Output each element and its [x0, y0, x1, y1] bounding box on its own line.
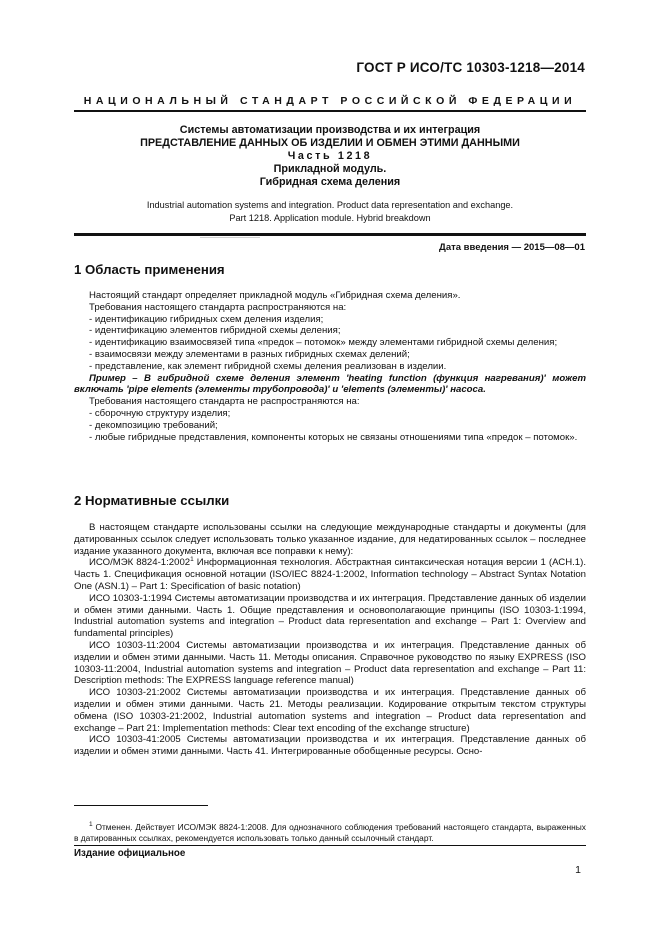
s1-list-item: - взаимосвязи между элементами в разных гибридных схемах делений; — [89, 348, 410, 360]
footnote-text: Отменен. Действует ИСО/МЭК 8824-1:2008. Для однозначного соблюдения требований настоящего стандарта, выраженных в датированных ссылках, рекомендуется использовать только данный ссылочный стандарт. — [74, 822, 586, 843]
section-1-body — [74, 290, 586, 443]
title-line-part: Часть 1218 — [287, 150, 373, 162]
document-code: ГОСТ Р ИСО/ТС 10303-1218—2014 — [356, 60, 585, 75]
section-1-heading: 1 Область применения — [74, 262, 225, 277]
official-edition-label: Издание официальное — [74, 848, 186, 859]
s2-reference: ИСО 10303-41:2005 Системы автоматизации производства и их интеграция. Представление данных об изделии и обмен этими данными. Часть 41. Интегрированные обобщенные ресурсы. Осно- — [74, 734, 586, 758]
s2-reference — [74, 557, 586, 592]
english-title-line-2: Part 1218. Application module. Hybrid breakdown — [229, 212, 431, 223]
footnote-divider — [74, 805, 208, 806]
s1-paragraph: Требования настоящего стандарта распространяются на: — [89, 301, 347, 313]
footnote — [74, 822, 586, 844]
footnote-number: 1 — [89, 821, 93, 829]
s1-list-item: - представление, как элемент гибридной схемы деления реализован в изделии. — [89, 360, 447, 372]
section-2-heading: 2 Нормативные ссылки — [74, 493, 230, 508]
s1-list-item: - сборочную структуру изделия; — [89, 407, 231, 419]
standard-title — [74, 124, 586, 189]
s1-list-item: - декомпозицию требований; — [89, 419, 218, 431]
reference-text: Информационная технология. Абстрактная синтаксическая нотация версии 1 (АСН.1). Часть 1. Спецификация основной нотации (ISO/IEC 8824-1:2002, Information technology – Abstract Syntax Notation One (ASN.1) – Part 1: Specification of basic notation) — [74, 557, 586, 592]
s1-list-item: - любые гибридные представления, компоненты которых не связаны отношениями типа «предок – потомок». — [89, 431, 578, 443]
reference-code: ИСО/МЭК 8824-1:2002 — [89, 557, 191, 569]
title-divider — [74, 233, 586, 236]
s1-paragraph: Настоящий стандарт определяет прикладной модуль «Гибридная схема деления». — [89, 290, 461, 301]
s2-reference: ИСО 10303-1:1994 Системы автоматизации производства и их интеграция. Представление данных об изделии и обмен этими данными. Часть 1. Общие представления и основополагающие принципы (ISO 10303-1:1994, Industrial automation systems and integration – Product data representation and exchange – Part 1: Overview and fundamental principles) — [74, 592, 586, 640]
title-line-1: Системы автоматизации производства и их интеграция — [179, 124, 481, 136]
english-title — [74, 199, 586, 224]
effective-date: Дата введения — 2015—08—01 — [439, 242, 585, 253]
english-title-line-1: Industrial automation systems and integration. Product data representation and exchange. — [146, 200, 514, 210]
s1-example: Пример – В гибридной схеме деления элемент 'heating function (функция нагревания)' может включать 'pipe elements (элементы трубопровода)' и 'elements (элементы)' насоса. — [74, 372, 586, 396]
s1-list-item: - идентификацию элементов гибридной схемы деления; — [89, 325, 341, 337]
s1-list-item: - идентификацию гибридных схем деления изделия; — [89, 313, 324, 325]
national-standard-banner: НАЦИОНАЛЬНЫЙ СТАНДАРТ РОССИЙСКОЙ ФЕДЕРАЦИИ — [83, 95, 577, 107]
title-line-4: Прикладной модуль. — [273, 163, 387, 175]
page-number: 1 — [575, 864, 581, 876]
section-2-body — [74, 522, 586, 758]
footer-divider — [74, 845, 586, 846]
s2-reference: ИСО 10303-21:2002 Системы автоматизации производства и их интеграция. Представление данных об изделии и обмен этими данными. Часть 21. Методы реализации. Кодирование открытым текстом структуры обмена (ISO 10303-21:2002, Industrial automation systems and integration – Product data representation and exchange – Part 21: Implementation methods: Clear text encoding of the exchange structure) — [74, 687, 586, 734]
title-line-5: Гибридная схема деления — [259, 176, 401, 188]
s2-intro: В настоящем стандарте использованы ссылки на следующие международные стандарты и документы (для датированных ссылок следует использовать только указанное издание, для недатированных ссылок – последнее издание указанного документа, включая все поправки к нему): — [74, 522, 586, 557]
scan-artifact — [200, 237, 260, 238]
header-divider — [74, 110, 586, 112]
s2-reference: ИСО 10303-11:2004 Системы автоматизации производства и их интеграция. Представление данных об изделии и обмен этими данными. Часть 11. Методы описания. Справочное руководство по языку EXPRESS (ISO 10303-11:2004, Industrial automation systems and integration – Product data representation and exchange – Part 11: Description methods: The EXPRESS language reference manual) — [74, 639, 586, 687]
footnote-marker: 1 — [190, 556, 194, 564]
s1-list-item: - идентификацию взаимосвязей типа «предок – потомок» между элементами гибридной схемы деления; — [89, 337, 558, 349]
s1-paragraph: Требования настоящего стандарта не распространяются на: — [89, 396, 360, 408]
title-line-2: ПРЕДСТАВЛЕНИЕ ДАННЫХ ОБ ИЗДЕЛИИ И ОБМЕН ЭТИМИ ДАННЫМИ — [140, 137, 520, 149]
